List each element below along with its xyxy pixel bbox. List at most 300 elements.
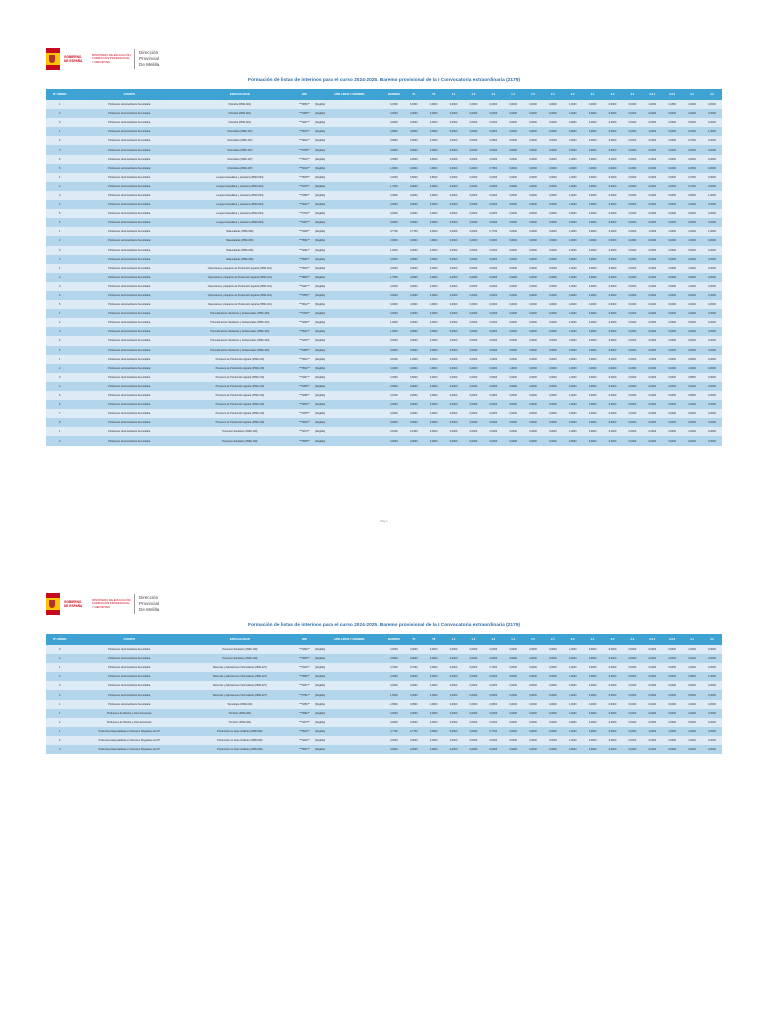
column-header: 3.2 <box>603 89 623 100</box>
table-cell-score: 0,0000 <box>424 164 444 173</box>
table-cell-score: 0,0000 <box>503 282 523 291</box>
table-cell-dni: ***9503** <box>295 418 315 427</box>
table-cell-baremo: 2,3500 <box>384 373 404 382</box>
table-cell-especialidad: Procesos de Producción Agraria (0590-115) <box>185 409 294 418</box>
table-cell-score: 0,0000 <box>503 145 523 154</box>
table-cell-score: 1,0000 <box>702 672 722 681</box>
table-cell-score: 0,0000 <box>702 709 722 718</box>
table-cell-score: 0,0000 <box>642 645 662 654</box>
table-cell-score: 0,0000 <box>583 164 603 173</box>
table-cell-score: 0,0000 <box>622 364 642 373</box>
table-cell-score: 0,0000 <box>503 300 523 309</box>
table-cell-cuerpo: Profesores de Enseñanza Secundaria <box>73 173 185 182</box>
column-header: 1.3 <box>483 89 503 100</box>
table-cell-score: 0,0000 <box>404 336 424 345</box>
table-cell-score: 0,0000 <box>642 191 662 200</box>
table-cell-score: 0,0000 <box>543 672 563 681</box>
table-cell-score: 0,0000 <box>662 709 682 718</box>
table-cell-score: 0,0000 <box>483 672 503 681</box>
table-cell-score: 0,0000 <box>424 236 444 245</box>
table-cell-baremo: 0,0000 <box>384 654 404 663</box>
table-cell-score: 0,0000 <box>463 291 483 300</box>
table-cell-especialidad: Lengua Castellana y Literatura (0590-004) <box>185 209 294 218</box>
table-cell-score: 0,0000 <box>483 709 503 718</box>
table-cell-score: 0,0000 <box>603 718 623 727</box>
table-cell-score: 0,0000 <box>682 409 702 418</box>
table-cell-score: 0,0000 <box>622 300 642 309</box>
table-cell-score: 0,0000 <box>583 291 603 300</box>
table-cell-score: 0,0000 <box>424 346 444 355</box>
table-cell-score: 0,0000 <box>583 218 603 227</box>
table-cell-nombre: [illegible] <box>314 273 384 282</box>
table-cell-score: 0,0000 <box>583 100 603 109</box>
table-cell-score: 0,0000 <box>603 364 623 373</box>
table-cell-score: 0,0000 <box>563 718 583 727</box>
table-cell-dni: ***9583** <box>295 672 315 681</box>
table-cell-score: 1,0000 <box>563 700 583 709</box>
table-cell-score: 0,9500 <box>682 355 702 364</box>
table-cell-score: 6,1500 <box>404 100 424 109</box>
table-row <box>46 136 722 145</box>
table-cell-score: 0,0000 <box>543 164 563 173</box>
table-cell-score: 0,0000 <box>622 164 642 173</box>
column-header: 2.2 <box>563 89 583 100</box>
table-cell-especialidad: Matemáticas (0590-006) <box>185 227 294 236</box>
table-cell-baremo: 2,4500 <box>384 191 404 200</box>
table-cell-especialidad: Informática (0590-107) <box>185 127 294 136</box>
table-cell-score: 0,0000 <box>523 373 543 382</box>
table-cell-nombre: [illegible] <box>314 282 384 291</box>
table-cell-score: 0,0000 <box>622 109 642 118</box>
column-header: 1.5 <box>523 634 543 645</box>
table-cell-score: 0,0000 <box>503 273 523 282</box>
table-cell-cuerpo: Profesores de Enseñanza Secundaria <box>73 164 185 173</box>
table-cell-score: 0,0000 <box>702 427 722 436</box>
column-header: 1.4 <box>503 89 523 100</box>
table-cell-cuerpo: Profesores de Enseñanza Secundaria <box>73 255 185 264</box>
table-cell-nombre: [illegible] <box>314 327 384 336</box>
table-cell-score: 0,0000 <box>603 218 623 227</box>
table-cell-score: 0,2000 <box>404 246 424 255</box>
table-cell-score: 0,0000 <box>523 209 543 218</box>
table-cell-score: 1,0000 <box>682 264 702 273</box>
table-cell-score: 0,0000 <box>543 273 563 282</box>
table-cell-score: 0,0000 <box>702 727 722 736</box>
table-cell-score: 0,0000 <box>404 645 424 654</box>
table-cell-score: 0,0000 <box>543 291 563 300</box>
table-cell-score: 0,0000 <box>662 400 682 409</box>
column-header: 4.2 <box>702 634 722 645</box>
table-cell-score: 0,0000 <box>702 736 722 745</box>
table-cell-score: 0,0000 <box>424 681 444 690</box>
table-cell-score: 0,0000 <box>583 709 603 718</box>
logo-directorate-line1: Dirección Provincial <box>139 595 159 606</box>
table-cell-score: 0,0000 <box>503 409 523 418</box>
table-cell-score: 0,0000 <box>444 191 464 200</box>
table-cell-score: 0,0000 <box>702 136 722 145</box>
table-cell-score: 0,0000 <box>543 246 563 255</box>
table-cell-score: 0,0000 <box>444 418 464 427</box>
table-cell-score: 0,0000 <box>404 382 424 391</box>
table-row <box>46 109 722 118</box>
table-cell-score: 0,0000 <box>622 427 642 436</box>
table-cell-baremo: 0,0000 <box>384 382 404 391</box>
table-cell-score: 0,7000 <box>483 663 503 672</box>
baremo-table <box>46 634 722 754</box>
table-cell-score: 1,0000 <box>563 690 583 699</box>
table-cell-nombre: [illegible] <box>314 346 384 355</box>
table-cell-score: 0,0000 <box>702 346 722 355</box>
table-cell-dni: ***9269** <box>295 318 315 327</box>
table-cell-order: 5 <box>46 391 73 400</box>
column-header: 3.3.1 <box>642 634 662 645</box>
table-cell-score: 0,0000 <box>702 145 722 154</box>
table-cell-score: 0,0000 <box>662 391 682 400</box>
table-cell-nombre: [illegible] <box>314 645 384 654</box>
table-cell-score: 0,0000 <box>503 236 523 245</box>
table-cell-score: 0,0000 <box>543 718 563 727</box>
table-cell-score: 0,0000 <box>444 327 464 336</box>
table-cell-score: 0,0000 <box>483 336 503 345</box>
table-cell-score: 0,0000 <box>622 391 642 400</box>
table-cell-score: 0,0000 <box>603 736 623 745</box>
table-cell-score: 0,0000 <box>702 200 722 209</box>
table-cell-score: 0,0000 <box>702 300 722 309</box>
table-cell-score: 0,0000 <box>622 336 642 345</box>
table-cell-cuerpo: Profesores de Enseñanza Secundaria <box>73 227 185 236</box>
ministry-logo <box>46 591 177 617</box>
table-cell-nombre: [illegible] <box>314 191 384 200</box>
table-cell-score: 0,0000 <box>523 400 543 409</box>
table-cell-score: 0,0000 <box>523 418 543 427</box>
table-cell-score: 0,0000 <box>543 346 563 355</box>
table-cell-score: 0,0000 <box>444 355 464 364</box>
table-row <box>46 327 722 336</box>
table-cell-score: 0,0000 <box>543 355 563 364</box>
table-cell-score: 0,0000 <box>543 318 563 327</box>
table-cell-score: 0,0000 <box>662 291 682 300</box>
table-cell-score: 0,0000 <box>642 364 662 373</box>
table-cell-dni: ***9682** <box>295 709 315 718</box>
table-cell-score: 0,0000 <box>483 645 503 654</box>
table-cell-score: 0,0000 <box>503 246 523 255</box>
table-cell-score: 0,0000 <box>424 109 444 118</box>
table-cell-score: 0,4500 <box>404 155 424 164</box>
table-cell-score: 0,0000 <box>662 654 682 663</box>
table-cell-score: 0,0000 <box>523 246 543 255</box>
table-cell-score: 0,0000 <box>424 336 444 345</box>
table-cell-nombre: [illegible] <box>314 391 384 400</box>
table-cell-score: 0,0000 <box>543 645 563 654</box>
table-cell-score: 0,0000 <box>444 645 464 654</box>
table-cell-score: 0,0000 <box>523 382 543 391</box>
table-cell-score: 0,0000 <box>702 164 722 173</box>
table-cell-dni: ***9470** <box>295 336 315 345</box>
table-cell-score: 0,0000 <box>563 418 583 427</box>
table-cell-score: 0,0000 <box>503 400 523 409</box>
table-cell-score: 0,5000 <box>682 273 702 282</box>
table-cell-score: 0,0000 <box>523 227 543 236</box>
table-cell-score: 0,0000 <box>682 718 702 727</box>
table-cell-score: 0,0000 <box>583 145 603 154</box>
table-cell-score: 0,0000 <box>583 418 603 427</box>
table-cell-score: 0,0000 <box>444 382 464 391</box>
table-cell-score: 0,0000 <box>662 109 682 118</box>
table-cell-baremo: 0,0000 <box>384 218 404 227</box>
table-cell-score: 0,0000 <box>702 336 722 345</box>
table-cell-score: 0,0000 <box>642 373 662 382</box>
table-cell-dni: ***9684** <box>295 255 315 264</box>
table-cell-score: 0,0000 <box>622 373 642 382</box>
table-cell-order: 2 <box>46 109 73 118</box>
table-cell-score: 0,0000 <box>444 164 464 173</box>
table-cell-score: 0,0000 <box>483 218 503 227</box>
table-cell-score: 0,0000 <box>503 109 523 118</box>
table-cell-score: 0,0000 <box>543 690 563 699</box>
table-cell-score: 1,0000 <box>563 327 583 336</box>
table-cell-score: 0,0000 <box>662 373 682 382</box>
table-cell-score: 0,0000 <box>622 663 642 672</box>
table-cell-especialidad: Procesos Sanitarios (0590-118) <box>185 427 294 436</box>
table-cell-nombre: [illegible] <box>314 409 384 418</box>
table-cell-score: 0,0000 <box>503 291 523 300</box>
table-row <box>46 355 722 364</box>
table-cell-baremo: 2,2000 <box>384 173 404 182</box>
table-cell-score: 0,0000 <box>444 336 464 345</box>
table-cell-score: 0,0000 <box>622 282 642 291</box>
table-cell-order: 1 <box>46 127 73 136</box>
table-cell-score: 0,0000 <box>523 200 543 209</box>
table-cell-score: 0,0000 <box>563 300 583 309</box>
table-cell-score: 0,0000 <box>603 727 623 736</box>
table-cell-nombre: [illegible] <box>314 400 384 409</box>
table-cell-score: 0,0000 <box>662 136 682 145</box>
table-row <box>46 191 722 200</box>
table-cell-score: 0,0000 <box>702 690 722 699</box>
table-cell-cuerpo: Profesores de Música y Artes Escénicas <box>73 718 185 727</box>
table-cell-score: 0,0000 <box>622 400 642 409</box>
column-header: 3.3.1 <box>642 89 662 100</box>
table-cell-score: 0,0000 <box>503 164 523 173</box>
table-cell-score: 0,0000 <box>603 400 623 409</box>
table-cell-score: 0,0000 <box>622 745 642 754</box>
table-cell-score: 0,0000 <box>424 264 444 273</box>
table-cell-score: 0,0000 <box>463 118 483 127</box>
table-cell-score: 0,0000 <box>463 109 483 118</box>
table-cell-score: 0,0000 <box>543 100 563 109</box>
table-cell-cuerpo: Profesores de Enseñanza Secundaria <box>73 136 185 145</box>
table-cell-score: 0,0000 <box>463 364 483 373</box>
table-cell-dni: ***9427** <box>295 282 315 291</box>
table-cell-nombre: [illegible] <box>314 182 384 191</box>
table-cell-score: 1,0000 <box>702 127 722 136</box>
table-cell-score: 0,0000 <box>444 672 464 681</box>
table-cell-score: 0,0000 <box>662 264 682 273</box>
table-cell-dni: ***9459** <box>295 109 315 118</box>
table-cell-score: 0,0000 <box>503 427 523 436</box>
table-cell-score: 0,0000 <box>404 672 424 681</box>
table-cell-score: 1,0000 <box>682 227 702 236</box>
table-cell-score: 0,0000 <box>424 672 444 681</box>
table-cell-score: 0,0000 <box>603 327 623 336</box>
table-cell-score: 0,0000 <box>543 264 563 273</box>
spain-coat-of-arms-icon <box>46 48 60 70</box>
table-cell-score: 0,0000 <box>563 346 583 355</box>
table-cell-score: 0,0000 <box>682 218 702 227</box>
table-cell-score: 0,0000 <box>543 709 563 718</box>
table-cell-score: 0,0000 <box>642 736 662 745</box>
table-cell-score: 0,0000 <box>404 236 424 245</box>
table-cell-score: 0,0000 <box>444 736 464 745</box>
table-cell-score: 0,0000 <box>642 327 662 336</box>
table-cell-score: 0,0000 <box>583 127 603 136</box>
table-cell-especialidad: Sistemas y Aplicaciones Informáticas (0590-227) <box>185 681 294 690</box>
table-cell-nombre: [illegible] <box>314 718 384 727</box>
table-cell-cuerpo: Profesores de Música y Artes Escénicas <box>73 709 185 718</box>
table-cell-score: 0,0000 <box>563 291 583 300</box>
table-cell-score: 0,0000 <box>503 436 523 445</box>
table-cell-baremo: 0,0000 <box>384 745 404 754</box>
table-cell-order: 3 <box>46 191 73 200</box>
table-cell-score: 1,0000 <box>682 200 702 209</box>
table-cell-score: 1,0000 <box>563 391 583 400</box>
table-cell-cuerpo: Profesores de Enseñanza Secundaria <box>73 427 185 436</box>
table-row <box>46 318 722 327</box>
column-header: DNI <box>295 634 315 645</box>
table-cell-dni: ***9392** <box>295 645 315 654</box>
table-cell-score: 0,0000 <box>424 300 444 309</box>
table-cell-dni: ***9562** <box>295 236 315 245</box>
table-cell-score: 0,0000 <box>444 145 464 154</box>
table-cell-score: 0,0000 <box>444 373 464 382</box>
table-cell-dni: ***9515** <box>295 264 315 273</box>
table-cell-score: 0,0000 <box>642 236 662 245</box>
table-cell-dni: ***9542** <box>295 364 315 373</box>
table-cell-score: 0,0000 <box>523 364 543 373</box>
table-cell-score: 0,0000 <box>702 718 722 727</box>
table-cell-score: 0,0000 <box>543 118 563 127</box>
table-cell-score: 0,0000 <box>444 436 464 445</box>
table-row <box>46 346 722 355</box>
table-cell-score: 0,0000 <box>662 155 682 164</box>
table-cell-nombre: [illegible] <box>314 227 384 236</box>
table-cell-score: 0,0000 <box>463 409 483 418</box>
table-cell-order: 3 <box>46 118 73 127</box>
table-cell-score: 0,0000 <box>603 282 623 291</box>
table-cell-score: 0,5000 <box>682 690 702 699</box>
table-cell-score: 0,0000 <box>662 255 682 264</box>
table-cell-score: 0,0000 <box>603 663 623 672</box>
table-cell-score: 0,0000 <box>603 672 623 681</box>
logo-ministry-text: MINISTERIO DE EDUCACIÓN, FORMACIÓN PROFESIONAL Y DEPORTES <box>92 597 132 609</box>
table-cell-score: 0,0000 <box>583 355 603 364</box>
table-cell-especialidad: Procedimientos Sanitarios y Asistenciales (0590-103) <box>185 318 294 327</box>
table-cell-score: 0,0000 <box>563 745 583 754</box>
table-cell-score: 0,0000 <box>404 164 424 173</box>
table-cell-especialidad: Matemáticas (0590-006) <box>185 236 294 245</box>
table-cell-score: 0,0000 <box>642 436 662 445</box>
table-cell-score: 0,0000 <box>424 718 444 727</box>
table-cell-score: 0,0000 <box>622 718 642 727</box>
table-cell-score: 0,7700 <box>483 727 503 736</box>
table-cell-score: 0,1500 <box>662 100 682 109</box>
table-cell-baremo: 2,4500 <box>384 672 404 681</box>
table-cell-baremo: 2,0000 <box>384 109 404 118</box>
table-cell-score: 0,0000 <box>463 427 483 436</box>
table-cell-score: 0,0000 <box>523 736 543 745</box>
table-cell-score: 0,0000 <box>543 427 563 436</box>
table-cell-score: 0,0000 <box>463 155 483 164</box>
table-cell-score: 0,0000 <box>603 255 623 264</box>
table-cell-score: 0,0000 <box>523 273 543 282</box>
table-cell-score: 0,0000 <box>503 709 523 718</box>
table-cell-score: 0,0000 <box>444 309 464 318</box>
table-cell-baremo: 1,0000 <box>384 327 404 336</box>
table-cell-score: 0,0000 <box>603 654 623 663</box>
table-cell-especialidad: Operaciones y Equipos de Producción Agraria (0590-101) <box>185 300 294 309</box>
table-row <box>46 645 722 654</box>
table-cell-especialidad: Procesos Sanitarios (0590-118) <box>185 654 294 663</box>
table-cell-score: 0,0000 <box>642 118 662 127</box>
table-cell-order: 7 <box>46 409 73 418</box>
table-cell-score: 1,0000 <box>563 427 583 436</box>
table-cell-score: 0,0000 <box>702 418 722 427</box>
table-cell-score: 0,0000 <box>404 309 424 318</box>
column-header: T1 <box>404 89 424 100</box>
table-row <box>46 264 722 273</box>
table-cell-score: 0,0000 <box>622 727 642 736</box>
table-cell-score: 0,0000 <box>404 409 424 418</box>
table-cell-especialidad: Procesos Sanitarios (0590-118) <box>185 645 294 654</box>
table-row <box>46 336 722 345</box>
table-cell-baremo: 1,5000 <box>384 690 404 699</box>
table-cell-score: 0,0000 <box>543 300 563 309</box>
column-header: 2.1 <box>543 89 563 100</box>
table-cell-especialidad: Filosofía (0590-001) <box>185 118 294 127</box>
logo-gov-text: GOBIERNO DE ESPAÑA <box>64 600 83 608</box>
table-cell-score: 0,0000 <box>503 346 523 355</box>
table-cell-score: 0,0000 <box>702 173 722 182</box>
table-cell-especialidad: Sistemas y Aplicaciones Informáticas (0590-227) <box>185 690 294 699</box>
table-cell-score: 0,0000 <box>583 318 603 327</box>
table-cell-score: 0,0000 <box>463 436 483 445</box>
table-cell-score: 0,0000 <box>503 327 523 336</box>
table-row <box>46 291 722 300</box>
table-cell-score: 0,0000 <box>503 690 523 699</box>
logo-directorate <box>139 595 177 613</box>
table-cell-score: 0,0000 <box>603 127 623 136</box>
table-cell-score: 0,0000 <box>463 309 483 318</box>
table-cell-nombre: [illegible] <box>314 709 384 718</box>
table-cell-score: 0,0000 <box>483 427 503 436</box>
table-cell-especialidad: Informática (0590-107) <box>185 136 294 145</box>
table-cell-score: 0,0000 <box>702 382 722 391</box>
table-cell-score: 0,0000 <box>682 291 702 300</box>
table-cell-score: 0,0000 <box>503 200 523 209</box>
table-cell-score: 0,0000 <box>603 264 623 273</box>
table-cell-score: 0,0000 <box>523 173 543 182</box>
table-cell-score: 0,0000 <box>543 681 563 690</box>
table-cell-score: 0,0000 <box>702 155 722 164</box>
table-cell-cuerpo: Profesores de Enseñanza Secundaria <box>73 300 185 309</box>
table-cell-score: 0,0000 <box>543 136 563 145</box>
table-row <box>46 364 722 373</box>
table-cell-score: 0,0000 <box>622 191 642 200</box>
table-header-row <box>46 634 722 645</box>
table-cell-score: 0,0000 <box>583 200 603 209</box>
table-cell-dni: ***9476** <box>295 182 315 191</box>
column-header: CUERPO <box>73 89 185 100</box>
